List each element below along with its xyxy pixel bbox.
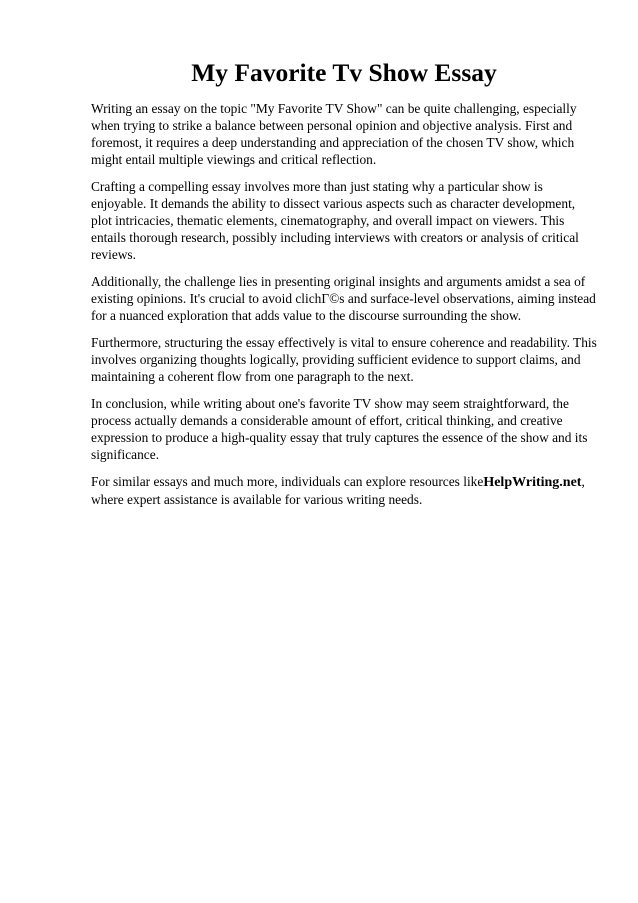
closing-text-before: For similar essays and much more, individuals can explore resources like xyxy=(91,473,484,489)
brand-name: HelpWriting.net xyxy=(483,474,582,490)
paragraph-intro: Writing an essay on the topic "My Favorite TV Show" can be quite challenging, especially when trying to strike a balance between personal opinion and objective analysis. First and foremost, it requires a deep understanding and appreciation of the chosen TV show, which might entail multiple viewings and critical reflection. xyxy=(91,100,577,167)
closing-text-after: , where expert assistance is available for various writing needs. xyxy=(91,473,585,507)
paragraph-challenge: Additionally, the challenge lies in presenting original insights and arguments amidst a sea of existing opinions. It's crucial to avoid clichГ©s and surface-level observations, aiming instead for a nuanced exploration that adds value to the discourse surrounding the show. xyxy=(91,273,596,323)
paragraph-crafting: Crafting a compelling essay involves more than just stating why a particular show is enjoyable. It demands the ability to dissect various aspects such as character development, plot intricacies, thematic elements, cinematography, and overall impact on viewers. This entails thorough research, possibly including interviews with creators or analysis of critical reviews. xyxy=(91,178,579,262)
page-title: My Favorite Tv Show Essay xyxy=(191,58,497,87)
document-page xyxy=(91,58,597,518)
paragraph-closing xyxy=(91,473,597,508)
paragraph-conclusion: In conclusion, while writing about one's favorite TV show may seem straightforward, the process actually demands a considerable amount of effort, critical thinking, and creative expression to produce a high-quality essay that truly captures the essence of the show and its significance. xyxy=(91,395,588,462)
paragraph-structure: Furthermore, structuring the essay effectively is vital to ensure coherence and readability. This involves organizing thoughts logically, providing sufficient evidence to support claims, and maintaining a coherent flow from one paragraph to the next. xyxy=(91,334,597,384)
